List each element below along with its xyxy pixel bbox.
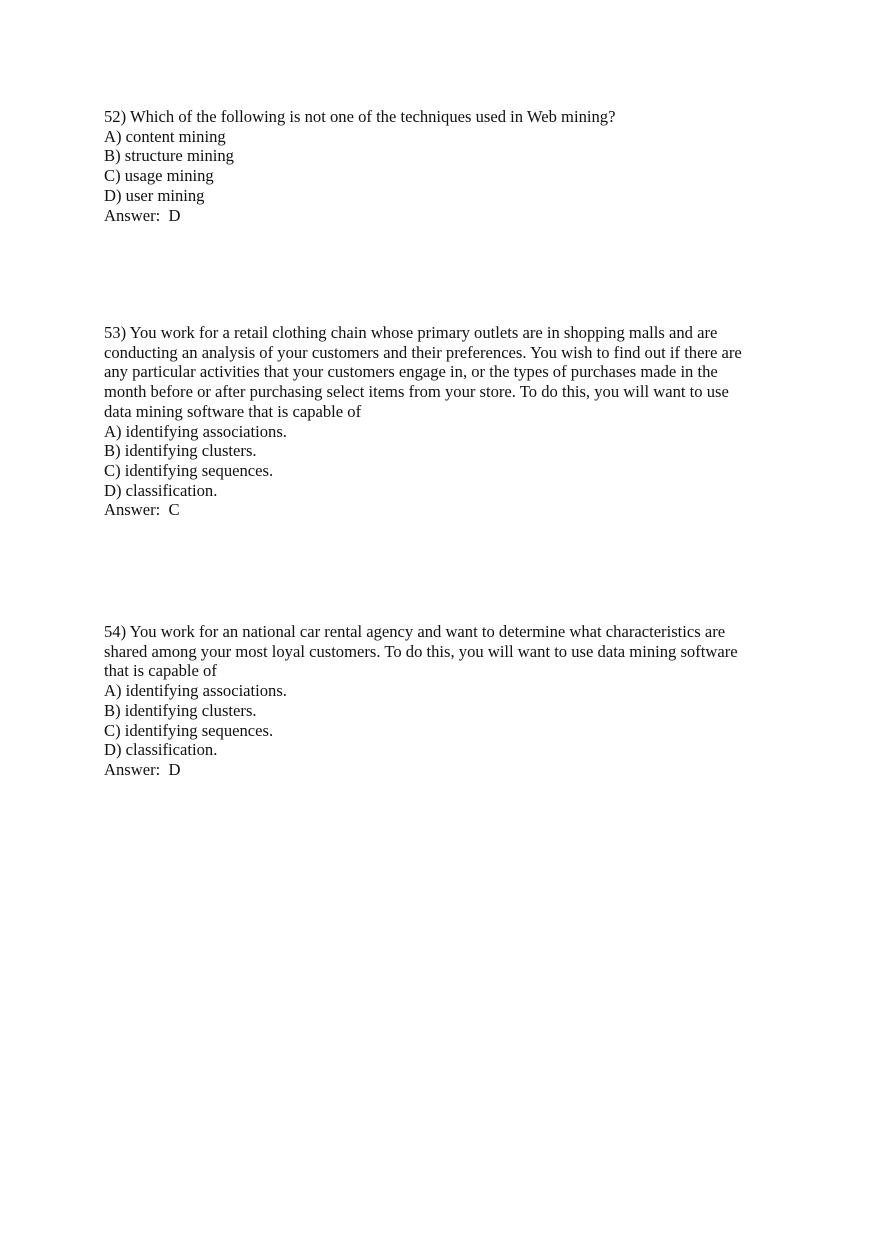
option-a: A) content mining xyxy=(104,126,226,146)
question-stem-line: that is capable of xyxy=(104,661,217,681)
question-stem-line: any particular activities that your customers engage in, or the types of purchases made in the xyxy=(104,362,718,382)
answer: Answer: D xyxy=(104,205,181,225)
option-b: B) identifying clusters. xyxy=(104,700,257,720)
option-d: D) classification. xyxy=(104,480,218,500)
question-54 xyxy=(104,622,794,780)
question-stem-line: 53) You work for a retail clothing chain whose primary outlets are in shopping malls and are xyxy=(104,323,718,342)
answer: Answer: D xyxy=(104,759,181,779)
question-53 xyxy=(104,323,794,520)
question-52 xyxy=(104,107,794,225)
option-b: B) structure mining xyxy=(104,146,234,166)
question-stem-line: 54) You work for an national car rental agency and want to determine what characteristics are xyxy=(104,622,726,641)
question-stem-line: month before or after purchasing select items from your store. To do this, you will want to use xyxy=(104,382,729,402)
option-b: B) identifying clusters. xyxy=(104,441,257,461)
option-a: A) identifying associations. xyxy=(104,681,287,701)
question-stem: 52) Which of the following is not one of the techniques used in Web mining? xyxy=(104,107,616,126)
question-stem-line: data mining software that is capable of xyxy=(104,401,362,421)
answer: Answer: C xyxy=(104,500,180,520)
option-c: C) identifying sequences. xyxy=(104,720,274,740)
question-stem-line: conducting an analysis of your customers and their preferences. You wish to find out if there are xyxy=(104,342,742,362)
option-d: D) user mining xyxy=(104,185,205,205)
option-c: C) usage mining xyxy=(104,166,214,186)
question-stem-line: shared among your most loyal customers. To do this, you will want to use data mining software xyxy=(104,641,738,661)
option-d: D) classification. xyxy=(104,740,218,760)
option-a: A) identifying associations. xyxy=(104,421,287,441)
option-c: C) identifying sequences. xyxy=(104,460,274,480)
